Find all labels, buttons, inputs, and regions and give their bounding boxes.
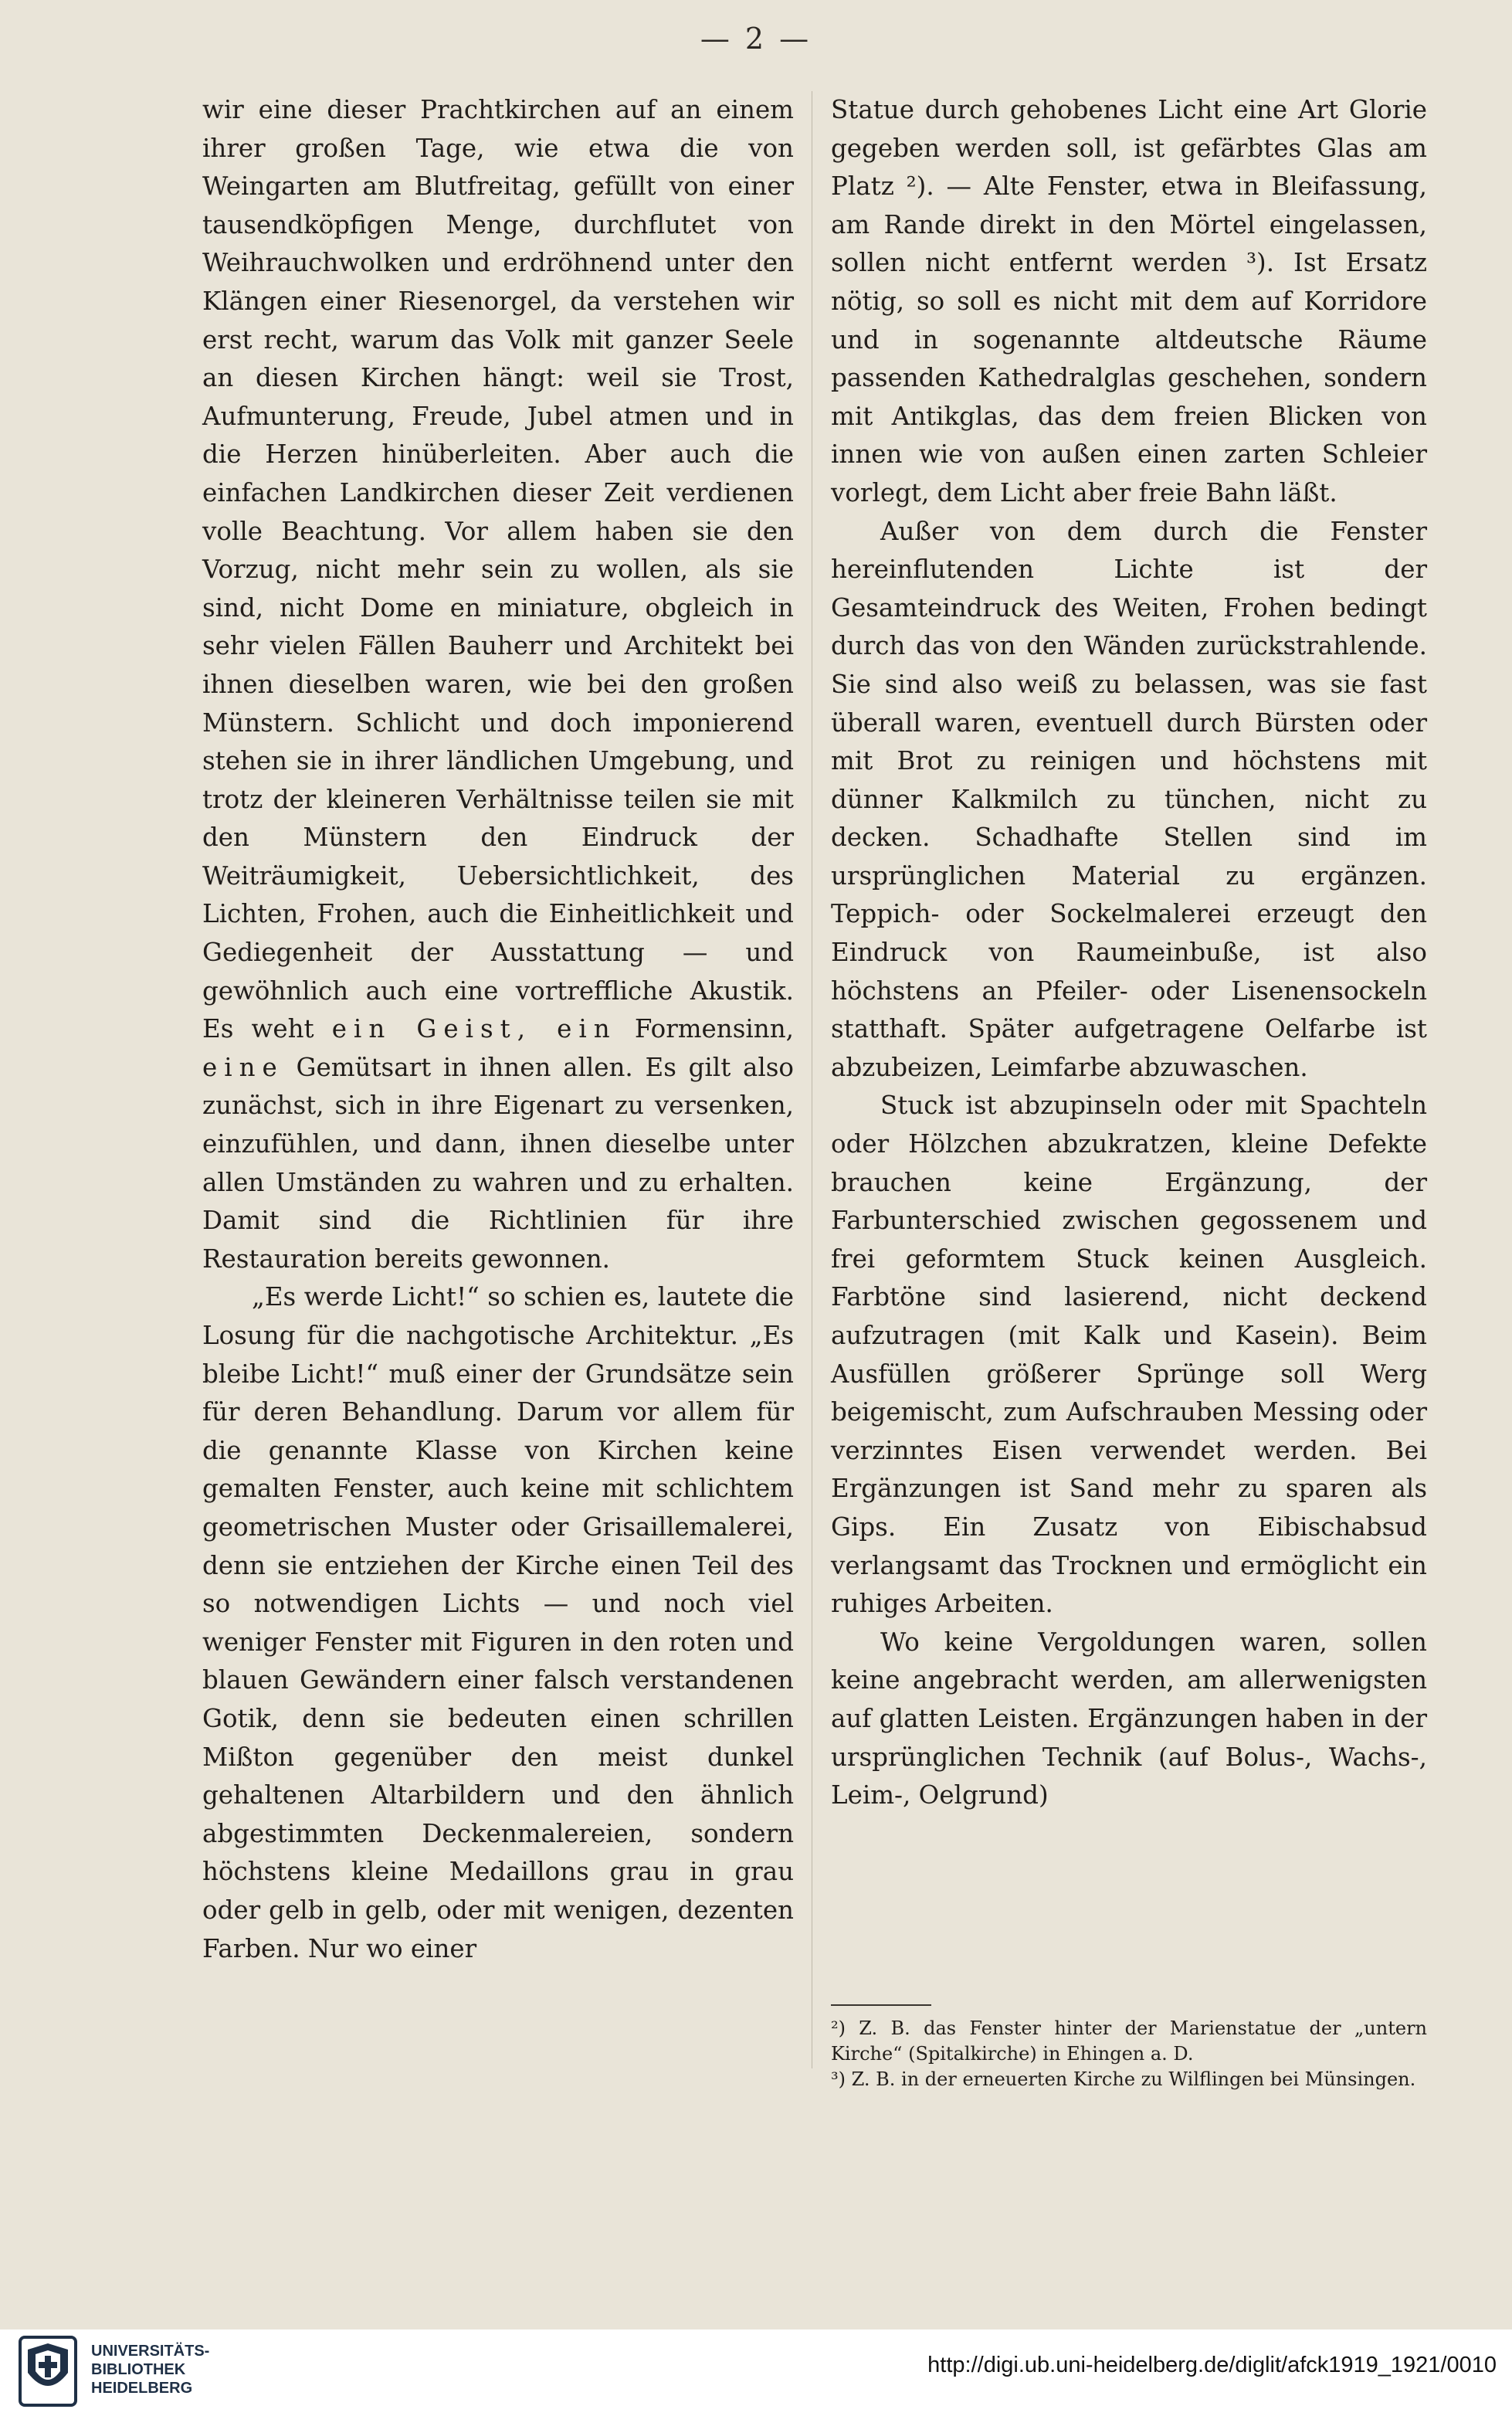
left-paragraph-1-text: wir eine dieser Prachtkirchen auf an einem ihrer großen Tage, wie etwa die von Weingarten am Blutfreitag, gefüllt von einer tausendköpfigen Menge, durchflutet von Weihrauchwolken und erdröhnend unter den Klängen einer Riesenorgel, da verstehen wir erst recht, warum das Volk mit ganzer Seele an diesen Kirchen hängt: weil sie Trost, Aufmunterung, Freude, Jubel atmen und in die Herzen hinüberleiten. Aber auch die einfachen Landkirchen dieser Zeit verdienen volle Beachtung. Vor allem haben sie den Vorzug, nicht mehr sein zu wollen, als sie sind, nicht Dome en miniature, obgleich in sehr vielen Fällen Bauherr und Architekt bei ihnen dieselben waren, wie bei den großen Münstern. Schlicht und doch imponierend stehen sie in ihrer ländlichen Umgebung, und trotz der kleineren Verhältnisse teilen sie mit den Münstern den Eindruck der Weiträumigkeit, Uebersichtlichkeit, des Lichten, Frohen, auch die Einheitlichkeit und Gediegenheit der Ausstattung — und gewöhnlich auch eine vortreffliche Akustik. Es weht [202, 95, 794, 1044]
footnote-2: ²) Z. B. das Fenster hinter der Marienstatue der „untern Kirche“ (Spitalkirche) in Ehingen a. D. [831, 2017, 1427, 2065]
library-name [91, 2342, 209, 2397]
left-paragraph-1-mid: Formensinn, [634, 1014, 794, 1044]
left-column [202, 91, 794, 1968]
left-paragraph-2: „Es werde Licht!“ so schien es, lautete die Losung für die nachgotische Architektur. „Es bleibe Licht!“ muß einer der Grundsätze sein für deren Behandlung. Darum vor allem für die genannte Klasse von Kirchen keine gemalten Fenster, auch keine mit schlichtem geometrischen Muster oder Grisaillemalerei, denn sie entziehen der Kirche einen Teil des so notwendigen Lichts — und noch viel weniger Fenster mit Figuren in den roten und blauen Gewändern einer falsch verstandenen Gotik, denn sie bedeuten einen schrillen Mißton gegenüber den meist dunkel gehaltenen Altarbildern und den ähnlich abgestimmten Deckenmalereien, sondern höchstens kleine Medaillons grau in grau oder gelb in gelb, oder mit wenigen, dezenten Farben. Nur wo einer [202, 1282, 794, 1963]
library-name-line-2: BIBLIOTHEK [91, 2361, 186, 2378]
viewer-footer [0, 2329, 1512, 2416]
right-paragraph-3: Stuck ist abzupinseln oder mit Spachteln oder Hölzchen abzukratzen, kleine Defekte brauchen keine Ergänzung, der Farbunterschied zwischen gegossenem und frei geformtem Stuck keinen Ausgleich. Farbtöne sind lasierend, nicht deckend aufzutragen (mit Kalk und Kasein). Beim Ausfüllen größerer Sprünge soll Werg beigemischt, zum Aufschrauben Messing oder verzinntes Eisen verwendet werden. Bei Ergänzungen ist Sand mehr zu sparen als Gips. Ein Zusatz von Eibischabsud verlangsamt das Trocknen und ermöglicht ein ruhiges Arbeiten. [831, 1091, 1427, 1619]
footnote-rule [831, 2004, 931, 2006]
left-paragraph-1-end: Gemütsart in ihnen allen. Es gilt also zunächst, sich in ihre Eigenart zu versenken, einzufühlen, und dann, ihnen dieselbe unter allen Umständen zu wahren und zu erhalten. Damit sind die Richtlinien für ihre Restauration bereits gewonnen. [202, 1052, 794, 1274]
library-name-line-3: HEIDELBERG [91, 2380, 193, 2397]
footnote-3: ³) Z. B. in der erneuerten Kirche zu Wilflingen bei Münsingen. [831, 2068, 1416, 2090]
university-seal-icon [17, 2334, 79, 2408]
spaced-phrase-1: ein Geist, ein [331, 1014, 617, 1044]
right-paragraph-4: Wo keine Vergoldungen waren, sollen keine angebracht werden, am allerwenigsten auf glatten Leisten. Ergänzungen haben in der ursprünglichen Technik (auf Bolus-, Wachs-, Leim-, Oelgrund) [831, 1627, 1427, 1810]
right-paragraph-2: Außer von dem durch die Fenster hereinflutenden Lichte ist der Gesamteindruck des Weiten, Frohen bedingt durch das von den Wänden zurückstrahlende. Sie sind also weiß zu belassen, was sie fast überall waren, eventuell durch Bürsten oder mit Brot zu reinigen und höchstens mit dünner Kalkmilch zu tünchen, nicht zu decken. Schadhafte Stellen sind im ursprünglichen Material zu ergänzen. Teppich- oder Sockelmalerei erzeugt den Eindruck von Raumeinbuße, ist also höchstens an Pfeiler- oder Lisenensockeln statthaft. Später aufgetragene Oelfarbe ist abzubeizen, Leimfarbe abzuwaschen. [831, 516, 1427, 1082]
page-number: — 2 — [700, 22, 812, 56]
source-url-link[interactable]: http://digi.ub.uni-heidelberg.de/diglit/afck1919_1921/0010 [927, 2353, 1497, 2377]
spaced-phrase-2: eine [202, 1052, 284, 1082]
right-paragraph-1: Statue durch gehobenes Licht eine Art Glorie gegeben werden soll, ist gefärbtes Glas am Platz ²). — Alte Fenster, etwa in Bleifassung, am Rande direkt in den Mörtel eingelassen, sollen nicht entfernt werden ³). Ist Ersatz nötig, so soll es nicht mit dem auf Korridore und in sogenannte altdeutsche Räume passenden Kathedralglas geschehen, sondern mit Antikglas, das dem freien Blicken von innen wie von außen einen zarten Schleier vorlegt, dem Licht aber freie Bahn läßt. [831, 95, 1427, 507]
library-name-line-1: UNIVERSITÄTS- [91, 2343, 210, 2360]
right-column [831, 91, 1427, 1815]
footnotes [831, 2016, 1427, 2092]
left-paragraph-1 [202, 91, 794, 1278]
